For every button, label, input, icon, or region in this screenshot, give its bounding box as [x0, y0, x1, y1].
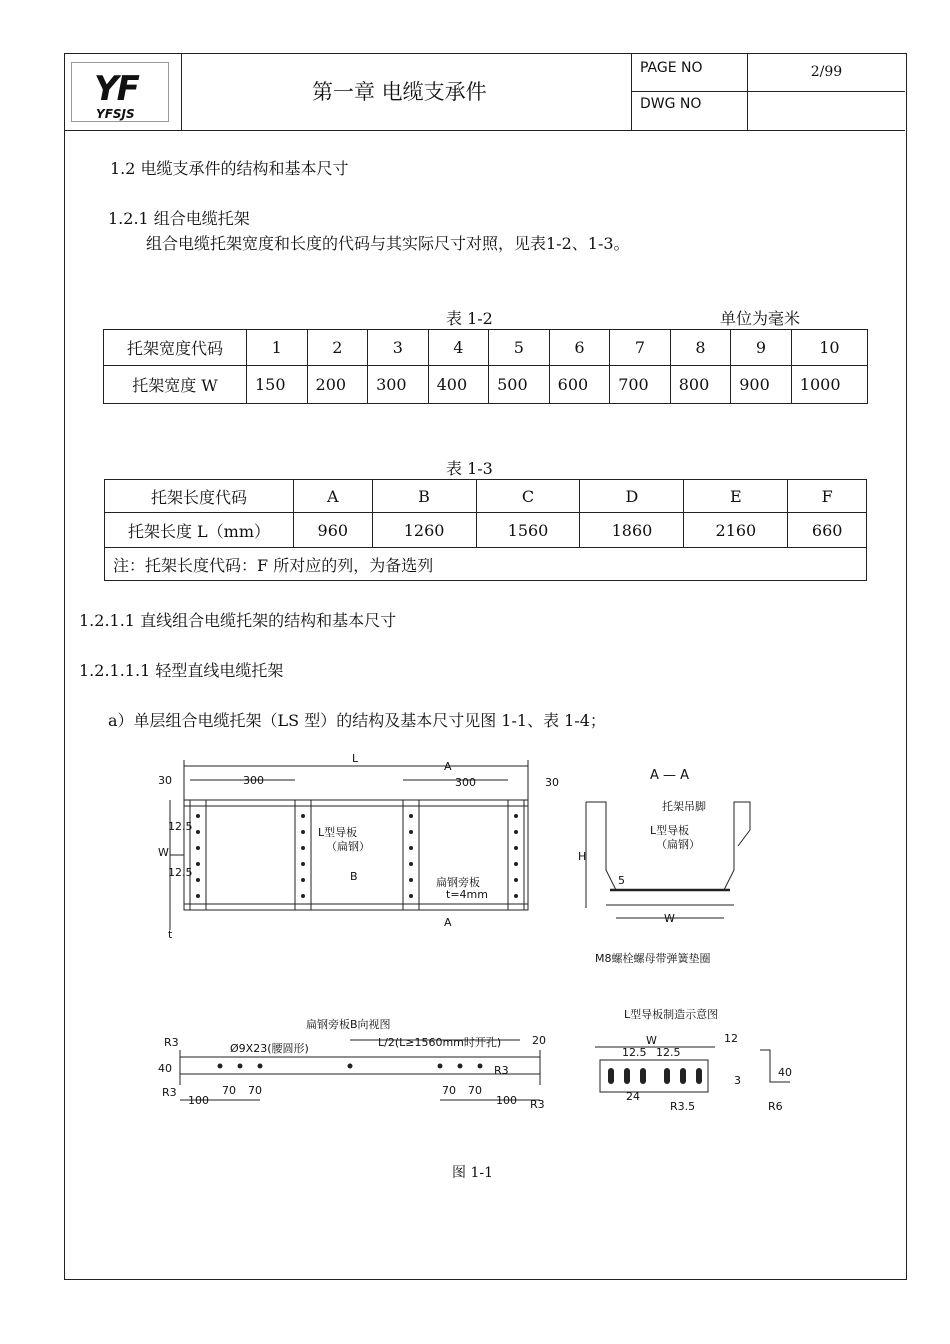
table-1-2-caption: 表 1-2 [446, 309, 493, 328]
table-cell: 200 [307, 366, 368, 404]
logo-text: YF [94, 69, 138, 109]
section-body-1-2-1: 组合电缆托架宽度和长度的代码与其实际尺寸对照，见表1-2、1-3。 [146, 234, 630, 253]
table-cell: 10 [791, 330, 867, 366]
item-a-text: a）单层组合电缆托架（LS 型）的结构及基本尺寸见图 1-1、表 1-4； [108, 711, 606, 730]
dim-12: 12 [724, 1032, 738, 1045]
dim-300-left: 300 [243, 774, 264, 787]
dim-H: H [578, 850, 587, 863]
table-cell: 2160 [684, 513, 788, 548]
l-guide-label: L型导板 [318, 826, 358, 839]
table-cell: 6 [549, 330, 610, 366]
side-plate-label: 扁钢旁板 [436, 876, 480, 889]
page-no-value: 2/99 [748, 54, 905, 92]
dim-30-left: 30 [158, 774, 172, 787]
table-cell: 2 [307, 330, 368, 366]
dim-3: 3 [734, 1074, 741, 1087]
table-cell: 5 [489, 330, 550, 366]
half-length-label: L/2(L≥1560mm时开孔) [378, 1036, 502, 1049]
table-cell: 150 [247, 366, 308, 404]
dim-t: t [168, 928, 173, 941]
title-block [65, 54, 905, 131]
table-1-3-caption: 表 1-3 [446, 459, 493, 478]
table-cell: 1000 [791, 366, 867, 404]
dim-R3-bottom-right: R3 [530, 1098, 545, 1111]
company-logo [65, 54, 182, 130]
table-cell: 660 [788, 513, 867, 548]
dim-20: 20 [532, 1034, 546, 1047]
chapter-title-cell [182, 54, 632, 130]
table-cell: 400 [428, 366, 489, 404]
dim-300-right: 300 [455, 776, 476, 789]
dim-40-detail: 40 [778, 1066, 792, 1079]
hanger-label: 托架吊脚 [662, 800, 706, 813]
figure-caption: 图 1-1 [452, 1165, 493, 1181]
table-cell: B [372, 480, 476, 513]
dim-100-left: 100 [188, 1094, 209, 1107]
table-cell: 500 [489, 366, 550, 404]
table-cell-header: 托架长度代码 [105, 480, 294, 513]
table-cell: 9 [731, 330, 792, 366]
table-cell: 1560 [476, 513, 580, 548]
table-cell: 600 [549, 366, 610, 404]
table-cell: 4 [428, 330, 489, 366]
figure-1-1-drawing [150, 750, 790, 1200]
table-1-2 [103, 329, 868, 404]
section-heading-1-2-1: 1.2.1 组合电缆托架 [108, 209, 250, 228]
dim-L: L [352, 752, 359, 765]
section-flat-steel-label: （扁钢） [656, 838, 700, 851]
table-cell: 800 [670, 366, 731, 404]
chapter-title: 第一章 电缆支承件 [312, 80, 487, 104]
dim-12-5-detail: 12.5 [656, 1046, 681, 1059]
table-cell: 7 [610, 330, 671, 366]
table-cell: D [580, 480, 684, 513]
dim-12-5: 12.5 [168, 866, 193, 879]
dwg-no-value [748, 92, 905, 130]
table-cell: F [788, 480, 867, 513]
table-cell: A [294, 480, 373, 513]
table-1-3 [104, 479, 867, 581]
dim-R3-top: R3 [164, 1036, 179, 1049]
flat-steel-label: （扁钢） [326, 840, 370, 853]
section-heading-1-2-1-1: 1.2.1.1 直线组合电缆托架的结构和基本尺寸 [79, 611, 397, 630]
table-cell: C [476, 480, 580, 513]
dim-70: 70 [442, 1084, 456, 1097]
section-a-a-title: A — A [650, 768, 690, 783]
b-view-title: 扁钢旁板B向视图 [306, 1018, 391, 1031]
section-mark-a-top: A [444, 760, 452, 773]
thickness-label: t=4mm [446, 888, 488, 901]
dim-W: W [158, 846, 169, 859]
table-1-2-unit: 单位为毫米 [720, 309, 801, 328]
dim-R3-5: R3.5 [670, 1100, 696, 1113]
table-cell: 1260 [372, 513, 476, 548]
dim-W-section: W [664, 912, 675, 925]
dim-30-right: 30 [545, 776, 559, 789]
dim-70: 70 [468, 1084, 482, 1097]
dim-12-5: 12.5 [168, 820, 193, 833]
table-cell: 1860 [580, 513, 684, 548]
dim-12-5-detail: 12.5 [622, 1046, 647, 1059]
dim-100-right: 100 [496, 1094, 517, 1107]
table-note: 注：托架长度代码：F 所对应的列，为备选列 [105, 548, 867, 581]
dim-W-detail: W [646, 1034, 657, 1047]
table-cell-header: 托架长度 L（mm） [105, 513, 294, 548]
view-mark-b: B [350, 870, 358, 883]
dim-5: 5 [618, 874, 625, 887]
section-heading-1-2: 1.2 电缆支承件的结构和基本尺寸 [110, 159, 349, 178]
dim-70: 70 [248, 1084, 262, 1097]
table-cell: 900 [731, 366, 792, 404]
table-cell: 8 [670, 330, 731, 366]
dim-R3-bottom-left: R3 [162, 1086, 177, 1099]
l-guide-detail-title: L型导板制造示意图 [624, 1008, 719, 1021]
dim-R3-right: R3 [494, 1064, 509, 1077]
table-cell: 3 [368, 330, 429, 366]
table-cell: 1 [247, 330, 308, 366]
dwg-no-label: DWG NO [632, 92, 748, 130]
section-l-guide-label: L型导板 [650, 824, 690, 837]
bolt-note: M8螺栓螺母带弹簧垫圈 [595, 952, 711, 965]
section-mark-a-bottom: A [444, 916, 452, 929]
table-cell: 960 [294, 513, 373, 548]
dim-70: 70 [222, 1084, 236, 1097]
table-cell: 300 [368, 366, 429, 404]
page-no-label: PAGE NO [632, 54, 748, 92]
section-heading-1-2-1-1-1: 1.2.1.1.1 轻型直线电缆托架 [79, 661, 284, 680]
table-cell: E [684, 480, 788, 513]
dim-R6: R6 [768, 1100, 783, 1113]
table-cell: 700 [610, 366, 671, 404]
table-cell-header: 托架宽度代码 [104, 330, 247, 366]
table-cell-header: 托架宽度 W [104, 366, 247, 404]
dim-24: 24 [626, 1090, 640, 1103]
slot-label: Ø9X23(腰圆形) [230, 1042, 309, 1055]
logo-subtext: YFSJS [96, 107, 135, 121]
dim-40: 40 [158, 1062, 172, 1075]
